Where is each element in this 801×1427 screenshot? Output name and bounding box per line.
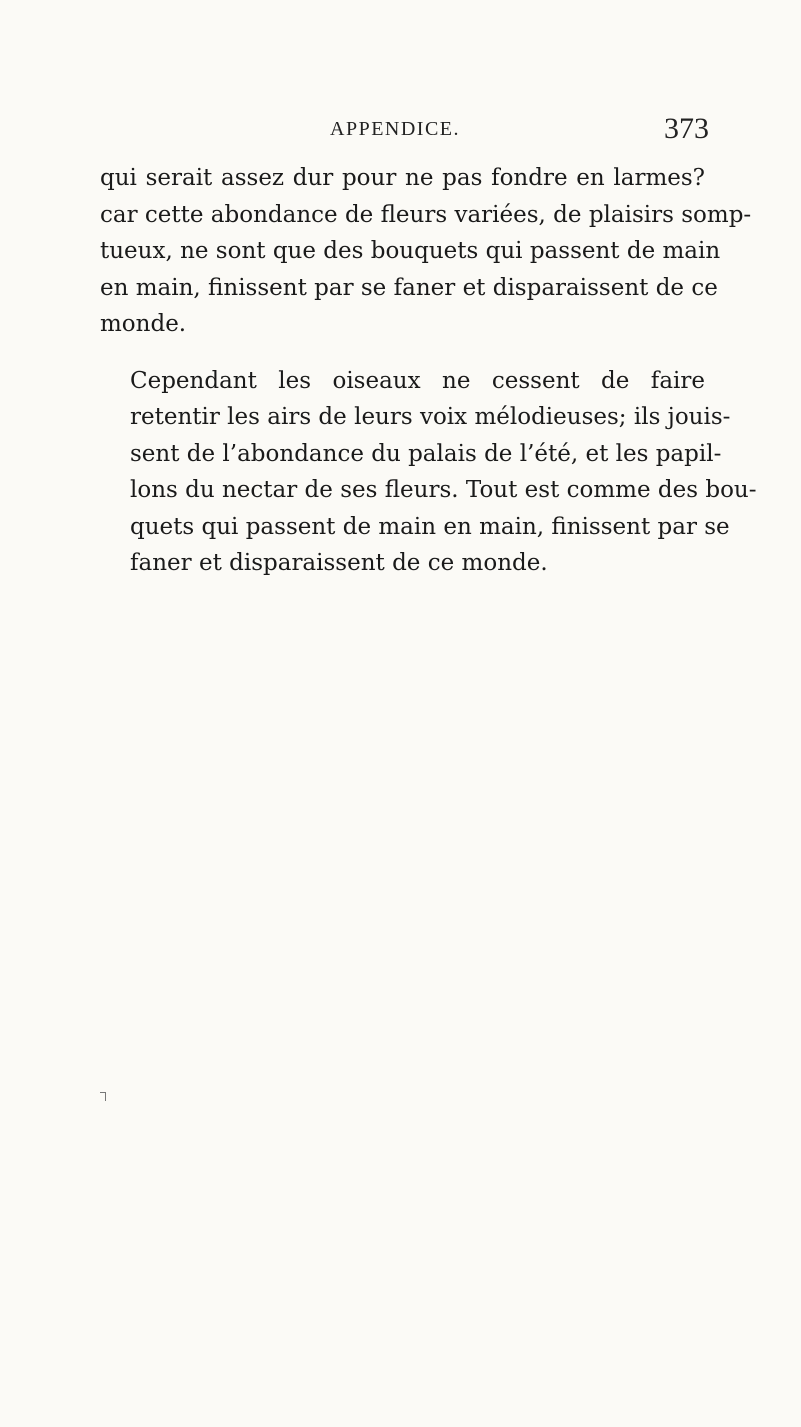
text-line: Cependant les oiseaux ne cessent de faire [130, 367, 705, 394]
page-number: 373 [664, 112, 709, 145]
text-line: monde. [100, 311, 187, 337]
text-line: sent de l’abondance du palais de l’été, et les papil- [130, 440, 722, 467]
text-line: tueux, ne sont que des bouquets qui passent de main [100, 238, 721, 264]
text-line: car cette abondance de fleurs variées, de plaisirs somp- [100, 201, 752, 228]
page-header [0, 112, 801, 146]
text-line: quets qui passent de main en main, finissent par se [130, 513, 730, 540]
text-line: en main, finissent par se faner et disparaissent de ce [100, 274, 718, 301]
text-line: retentir les airs de leurs voix mélodieuses; ils jouis- [130, 404, 731, 430]
text-line: lons du nectar de ses fleurs. Tout est comme des bou- [130, 477, 757, 503]
running-head: APPENDICE. [330, 118, 461, 140]
text-line: qui serait assez dur pour ne pas fondre en larmes? [100, 165, 705, 191]
body-text [100, 160, 757, 582]
paragraph-2 [100, 363, 757, 582]
paper-mark [100, 1092, 106, 1101]
paragraph-1 [100, 160, 752, 343]
text-line: faner et disparaissent de ce monde. [130, 550, 548, 576]
